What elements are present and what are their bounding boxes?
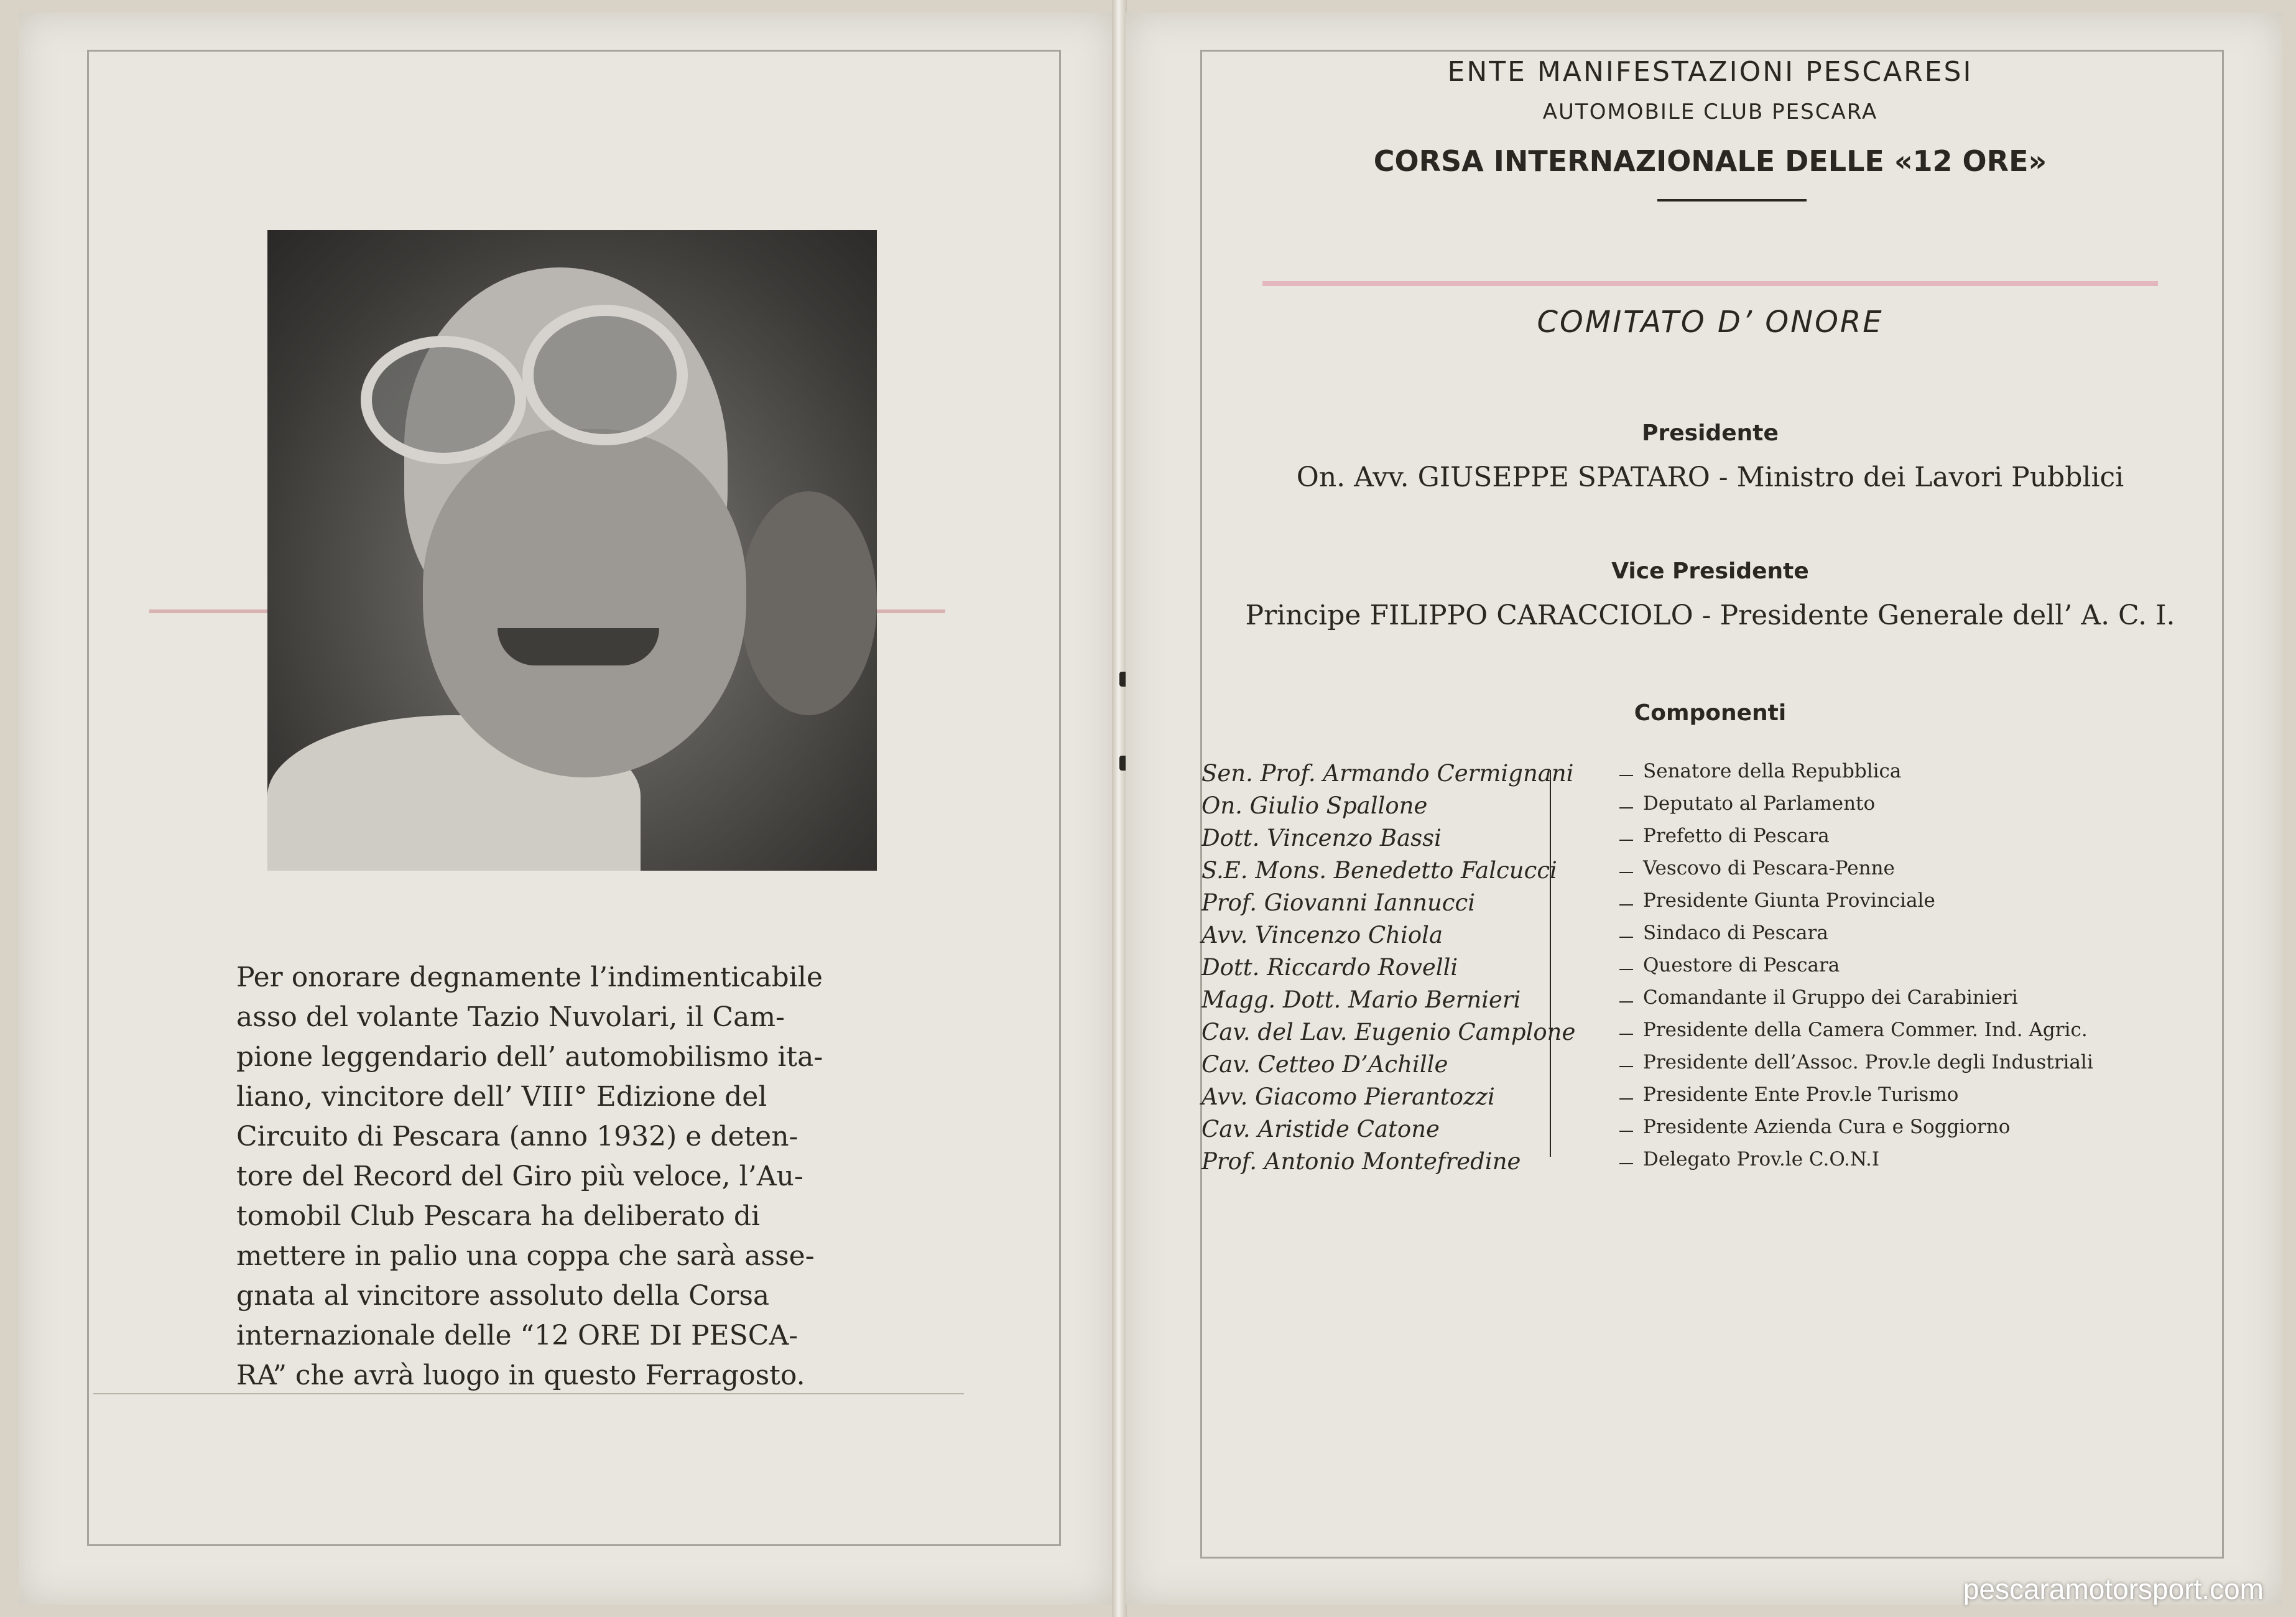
member-tick [1619, 1066, 1633, 1067]
right-page [1126, 12, 2282, 1605]
president-line: On. Avv. GIUSEPPE SPATARO - Ministro dei Lavori Pubblici [1296, 461, 2124, 493]
site-watermark: pescaramotorsport.com [1963, 1573, 2264, 1605]
title-underline [1657, 199, 1807, 202]
left-page [19, 12, 1113, 1605]
member-row [1201, 922, 2246, 954]
members-label: Componenti [1634, 700, 1787, 726]
member-tick [1619, 1131, 1633, 1132]
member-row [1201, 954, 2246, 986]
committee-title: COMITATO D’ ONORE [1537, 305, 1884, 340]
member-row [1201, 1051, 2246, 1083]
member-tick [1619, 1163, 1633, 1164]
goggle-right [522, 305, 688, 445]
member-name: Magg. Dott. Mario Bernieri [1201, 986, 1521, 1013]
member-name: Dott. Riccardo Rovelli [1201, 954, 1458, 981]
member-row [1201, 1083, 2246, 1116]
member-role: Presidente dell’Assoc. Prov.le degli Industriali [1643, 1051, 2093, 1073]
member-row [1201, 889, 2246, 922]
member-role: Delegato Prov.le C.O.N.I [1643, 1148, 1880, 1170]
member-role: Presidente Ente Prov.le Turismo [1643, 1083, 1959, 1106]
member-name: Sen. Prof. Armando Cermignani [1201, 760, 1574, 787]
member-row [1201, 857, 2246, 889]
vice-president-line: Principe FILIPPO CARACCIOLO - Presidente Generale dell’ A. C. I. [1245, 600, 2175, 631]
member-role: Comandante il Gruppo dei Carabinieri [1643, 986, 2018, 1009]
bleed-through-red-rule [1262, 281, 2158, 286]
member-row [1201, 792, 2246, 825]
member-name: Avv. Giacomo Pierantozzi [1201, 1083, 1495, 1110]
member-row [1201, 1116, 2246, 1148]
text-line: Circuito di Pescara (anno 1932) e deten- [236, 1121, 799, 1152]
member-name: S.E. Mons. Benedetto Falcucci [1201, 857, 1557, 884]
member-role: Vescovo di Pescara-Penne [1643, 857, 1895, 879]
text-line: asso del volante Tazio Nuvolari, il Cam- [236, 1001, 785, 1033]
member-name: Cav. Cetteo D’Achille [1201, 1051, 1448, 1078]
member-role: Presidente della Camera Commer. Ind. Agric. [1643, 1019, 2088, 1041]
member-row [1201, 760, 2246, 792]
text-line: tore del Record del Giro più veloce, l’Au- [236, 1161, 803, 1192]
member-name: On. Giulio Spallone [1201, 792, 1428, 819]
member-tick [1619, 1001, 1633, 1003]
member-tick [1619, 1098, 1633, 1100]
member-tick [1619, 775, 1633, 776]
member-role: Senatore della Repubblica [1643, 760, 1902, 782]
member-name: Dott. Vincenzo Bassi [1201, 825, 1442, 851]
text-line: pione leggendario dell’ automobilismo ita- [236, 1041, 823, 1073]
member-role: Presidente Azienda Cura e Soggiorno [1643, 1116, 2011, 1138]
member-role: Questore di Pescara [1643, 954, 1840, 976]
organization-name: ENTE MANIFESTAZIONI PESCARESI [1447, 56, 1973, 88]
member-name: Cav. del Lav. Eugenio Camplone [1201, 1019, 1576, 1045]
member-role: Presidente Giunta Provinciale [1643, 889, 1935, 912]
race-title: CORSA INTERNAZIONALE DELLE «12 ORE» [1373, 144, 2047, 178]
text-line: Per onorare degnamente l’indimenticabile [236, 961, 823, 993]
member-role: Sindaco di Pescara [1643, 922, 1828, 944]
text-line: mettere in palio una coppa che sarà asse- [236, 1240, 815, 1272]
member-tick [1619, 1034, 1633, 1035]
book-spine [1112, 0, 1127, 1617]
member-tick [1619, 872, 1633, 873]
goggle-left [361, 336, 526, 464]
text-line: gnata al vincitore assoluto della Corsa [236, 1280, 770, 1312]
member-tick [1619, 904, 1633, 906]
text-line: internazionale delle “12 ORE DI PESCA- [236, 1320, 799, 1351]
member-name: Prof. Giovanni Iannucci [1201, 889, 1476, 916]
member-row [1201, 1148, 2246, 1180]
member-name: Prof. Antonio Montefredine [1201, 1148, 1521, 1175]
member-name: Cav. Aristide Catone [1201, 1116, 1440, 1142]
text-line: RA” che avrà luogo in questo Ferragosto. [236, 1360, 805, 1391]
member-name: Avv. Vincenzo Chiola [1201, 922, 1443, 948]
club-name: AUTOMOBILE CLUB PESCARA [1542, 100, 1878, 124]
member-tick [1619, 969, 1633, 970]
member-role: Prefetto di Pescara [1643, 825, 1830, 847]
photo-face [423, 429, 746, 777]
president-label: Presidente [1642, 420, 1779, 446]
member-row [1201, 825, 2246, 857]
text-line: liano, vincitore dell’ VIII° Edizione del [236, 1081, 767, 1113]
member-row [1201, 1019, 2246, 1051]
nuvolari-portrait-photo [267, 230, 877, 871]
photo-smile [498, 628, 659, 665]
member-role: Deputato al Parlamento [1643, 792, 1876, 815]
vice-president-label: Vice Presidente [1611, 558, 1809, 584]
member-tick [1619, 840, 1633, 841]
member-tick [1619, 937, 1633, 938]
text-line: tomobil Club Pescara ha deliberato di [236, 1200, 761, 1232]
member-row [1201, 986, 2246, 1019]
nuvolari-tribute-text [236, 958, 883, 1396]
member-tick [1619, 807, 1633, 808]
background-figure [740, 491, 877, 715]
